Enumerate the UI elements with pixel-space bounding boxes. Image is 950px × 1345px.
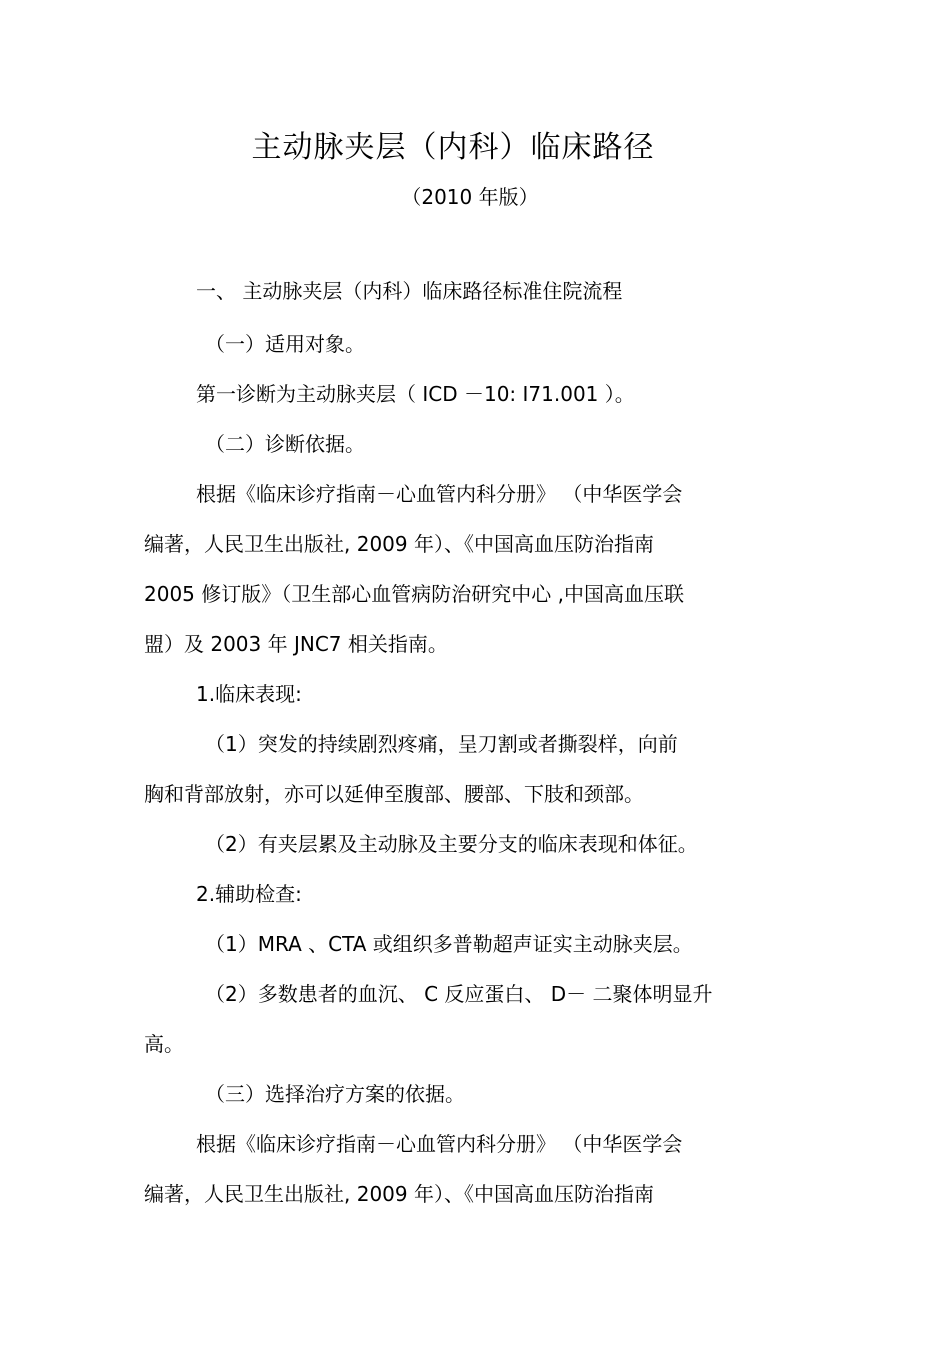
paragraph-line: （1）MRA 、CTA 或组织多普勒超声证实主动脉夹层。 — [205, 932, 693, 956]
document-subtitle: （2010 年版） — [401, 185, 539, 209]
paragraph-line: 编著，人民卫生出版社, 2009 年）、《中国高血压防治指南 — [144, 1182, 654, 1206]
paragraph-line: 盟）及 2003 年 JNC7 相关指南。 — [144, 632, 448, 656]
paragraph-line: 第一诊断为主动脉夹层（ ICD －10: I71.001 ）。 — [196, 382, 635, 406]
paragraph-line: 胸和背部放射，亦可以延伸至腹部、腰部、下肢和颈部。 — [144, 782, 644, 806]
paragraph-line: （1）突发的持续剧烈疼痛，呈刀割或者撕裂样，向前 — [205, 732, 678, 756]
paragraph-line: 编著，人民卫生出版社, 2009 年）、《中国高血压防治指南 — [144, 532, 654, 556]
subsection-heading: （一）适用对象。 — [205, 332, 365, 356]
section-heading: 一、 主动脉夹层（内科）临床路径标准住院流程 — [196, 279, 623, 303]
subsection-heading: （三）选择治疗方案的依据。 — [205, 1082, 465, 1106]
item-heading: 2.辅助检查: — [196, 882, 302, 906]
paragraph-line: （2）有夹层累及主动脉及主要分支的临床表现和体征。 — [205, 832, 698, 856]
subsection-heading: （二）诊断依据。 — [205, 432, 365, 456]
paragraph-line: 2005 修订版》（卫生部心血管病防治研究中心 ,中国高血压联 — [144, 582, 684, 606]
paragraph-line: 根据《临床诊疗指南－心血管内科分册》 （中华医学会 — [196, 482, 683, 506]
paragraph-line: 高。 — [144, 1032, 184, 1056]
paragraph-line: （2）多数患者的血沉、 C 反应蛋白、 D－ 二聚体明显升 — [205, 982, 713, 1006]
document-title: 主动脉夹层（内科）临床路径 — [251, 130, 655, 165]
paragraph-line: 根据《临床诊疗指南－心血管内科分册》 （中华医学会 — [196, 1132, 683, 1156]
item-heading: 1.临床表现: — [196, 682, 302, 706]
